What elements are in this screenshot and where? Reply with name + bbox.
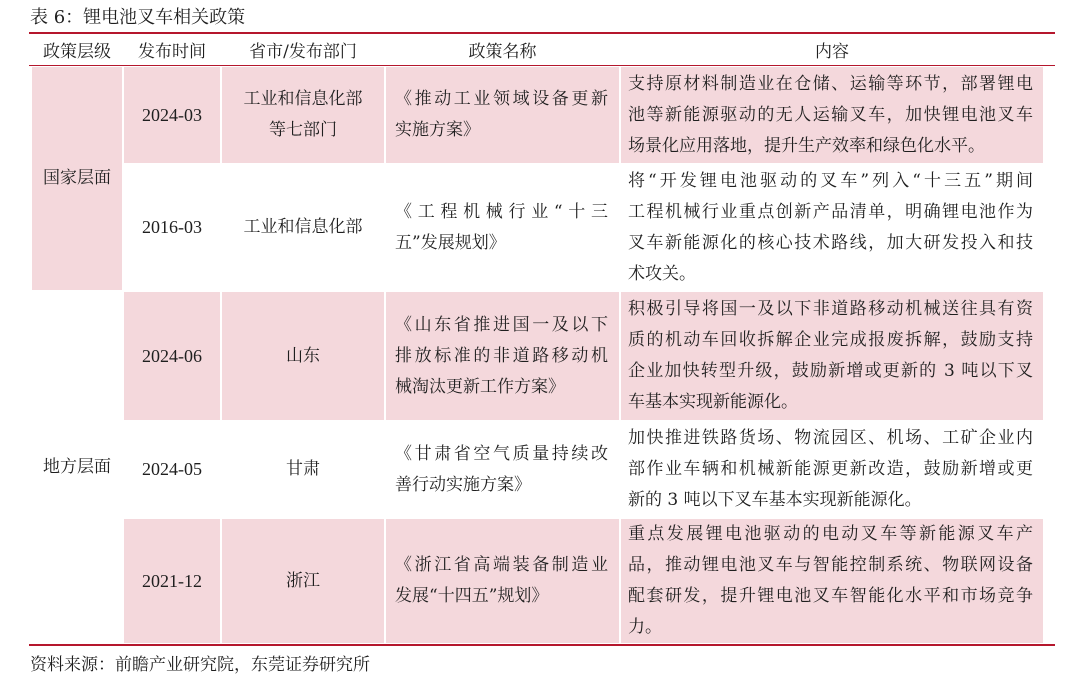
table-header [32,34,1043,65]
content-cell [621,165,1043,290]
policy-name-cell [386,292,619,420]
content-line: 新的 3 吨以下叉车基本实现新能源化。 [628,490,922,510]
release-date-cell [124,165,220,290]
policy-name-line: 《甘肃省空气质量持续改 [395,443,608,464]
table-title: 表 6：锂电池叉车相关政策 [30,7,246,28]
header-release-date: 发布时间 [138,42,206,62]
header-policy-level: 政策层级 [43,42,111,62]
content-line: 术攻关。 [628,263,696,284]
policy-name-line: 实施方案》 [395,120,480,140]
policy-level-label: 地方层面 [43,457,111,477]
department-line: 工业和信息化部 [243,89,363,109]
policy-level-cell [32,67,122,290]
content-line: 车基本实现新能源化。 [628,392,798,412]
department-line: 工业和信息化部 [243,217,363,237]
department-cell [222,165,384,290]
content-line: 重点发展锂电池驱动的电动叉车等新能源叉车产 [628,524,1033,544]
policy-name-line: 排放标准的非道路移动机 [395,345,608,366]
policy-name-cell [386,422,619,517]
source-note: 资料来源：前瞻产业研究院，东莞证券研究所 [30,655,370,675]
content-cell [621,292,1043,420]
policy-name-line: 《浙江省高端装备制造业 [395,555,608,575]
release-date-cell [124,67,220,163]
department-line: 甘肃 [286,459,320,479]
policy-name-line: 《工程机械行业“十三 [395,201,608,222]
department-line: 山东 [286,345,320,366]
content-line: 工程机械行业重点创新产品清单，明确锂电池作为 [628,201,1033,222]
release-date: 2024-06 [142,345,202,366]
content-cell [621,519,1043,643]
content-line: 池等新能源驱动的无人运输叉车，加快锂电池叉车 [628,104,1033,125]
content-line: 品，推动锂电池叉车与智能控制系统、物联网设备 [628,555,1033,575]
department-cell [222,422,384,517]
policy-level-cell [32,292,122,643]
content-line: 配套研发，提升锂电池叉车智能化水平和市场竞争 [628,586,1033,606]
department-line: 等七部门 [269,120,337,140]
policy-name-line: 善行动实施方案》 [395,474,531,495]
release-date: 2021-12 [142,570,202,591]
content-line: 叉车新能源化的核心技术路线，加大研发投入和技 [628,232,1033,253]
policy-table-body [32,67,1043,643]
content-line: 力。 [628,617,662,637]
content-line: 部作业车辆和机械新能源更新改造，鼓励新增或更 [628,459,1033,479]
content-line: 企业加快转型升级，鼓励新增或更新的 3 吨以下叉 [628,361,1033,381]
content-line: 将“开发锂电池驱动的叉车”列入“十三五”期间 [628,170,1033,191]
policy-name-cell [386,519,619,643]
release-date-cell [124,292,220,420]
policy-name-cell [386,67,619,163]
header-rule [29,65,1055,66]
policy-name-line: 械淘汰更新工作方案》 [395,376,565,397]
department-line: 浙江 [286,570,320,591]
header-policy-name: 政策名称 [468,42,537,62]
bottom-rule [29,644,1055,646]
policy-level-label: 国家层面 [43,168,111,188]
department-cell [222,519,384,643]
release-date-cell [124,519,220,643]
header-region-department: 省市/发布部门 [249,42,357,62]
policy-name-line: 五”发展规划》 [395,232,506,253]
content-line: 质的机动车回收拆解企业完成报废拆解，鼓励支持 [628,330,1033,350]
department-cell [222,67,384,163]
content-line: 支持原材料制造业在仓储、运输等环节，部署锂电 [628,73,1033,94]
policy-name-line: 《山东省推进国一及以下 [395,314,608,335]
content-line: 积极引导将国一及以下非道路移动机械送往具有资 [628,299,1033,319]
release-date: 2016-03 [142,217,202,237]
content-cell [621,67,1043,163]
release-date: 2024-05 [142,459,202,479]
content-line: 加快推进铁路货场、物流园区、机场、工矿企业内 [628,428,1033,448]
release-date: 2024-03 [142,104,202,125]
policy-name-line: 发展“十四五”规划》 [395,586,549,606]
content-cell [621,422,1043,517]
policy-name-line: 《推动工业领域设备更新 [395,89,608,109]
department-cell [222,292,384,420]
release-date-cell [124,422,220,517]
policy-name-cell [386,165,619,290]
content-line: 场景化应用落地，提升生产效率和绿色化水平。 [628,135,985,156]
header-content: 内容 [815,42,849,62]
